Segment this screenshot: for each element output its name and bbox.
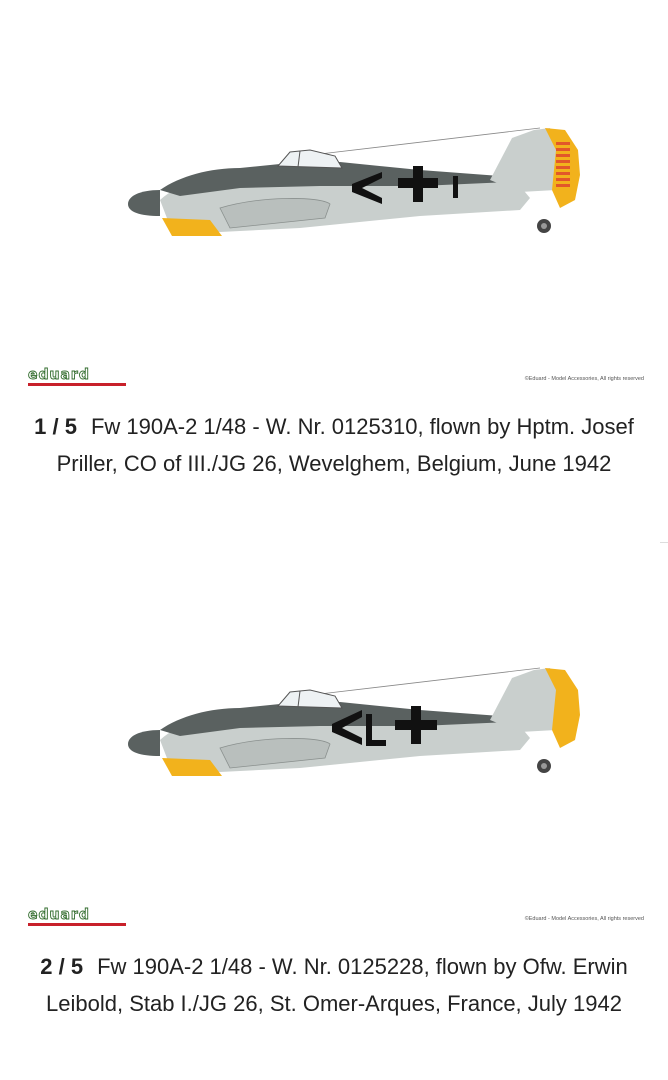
profile-index: 1 / 5 <box>34 414 77 439</box>
profile-caption <box>14 948 654 1022</box>
eduard-logo: eduard <box>28 368 126 384</box>
eduard-logo: eduard <box>28 908 126 924</box>
profile-description: Fw 190A-2 1/48 - W. Nr. 0125228, flown by Ofw. Erwin Leibold, Stab I./JG 26, St. Omer-Arques, France, July 1942 <box>46 954 628 1016</box>
aircraft-profile-illustration <box>120 660 590 790</box>
profile-caption <box>14 408 654 482</box>
copyright-notice: ©Eduard - Model Accessories, All rights reserved <box>524 916 644 922</box>
profile-card-2 <box>0 540 668 1080</box>
aircraft-profile-illustration <box>120 120 590 250</box>
divider <box>660 542 668 543</box>
copyright-notice: ©Eduard - Model Accessories, All rights reserved <box>524 376 644 382</box>
profile-index: 2 / 5 <box>40 954 84 979</box>
profile-description: Fw 190A-2 1/48 - W. Nr. 0125310, flown by Hptm. Josef Priller, CO of III./JG 26, Wevelghem, Belgium, June 1942 <box>56 414 634 476</box>
